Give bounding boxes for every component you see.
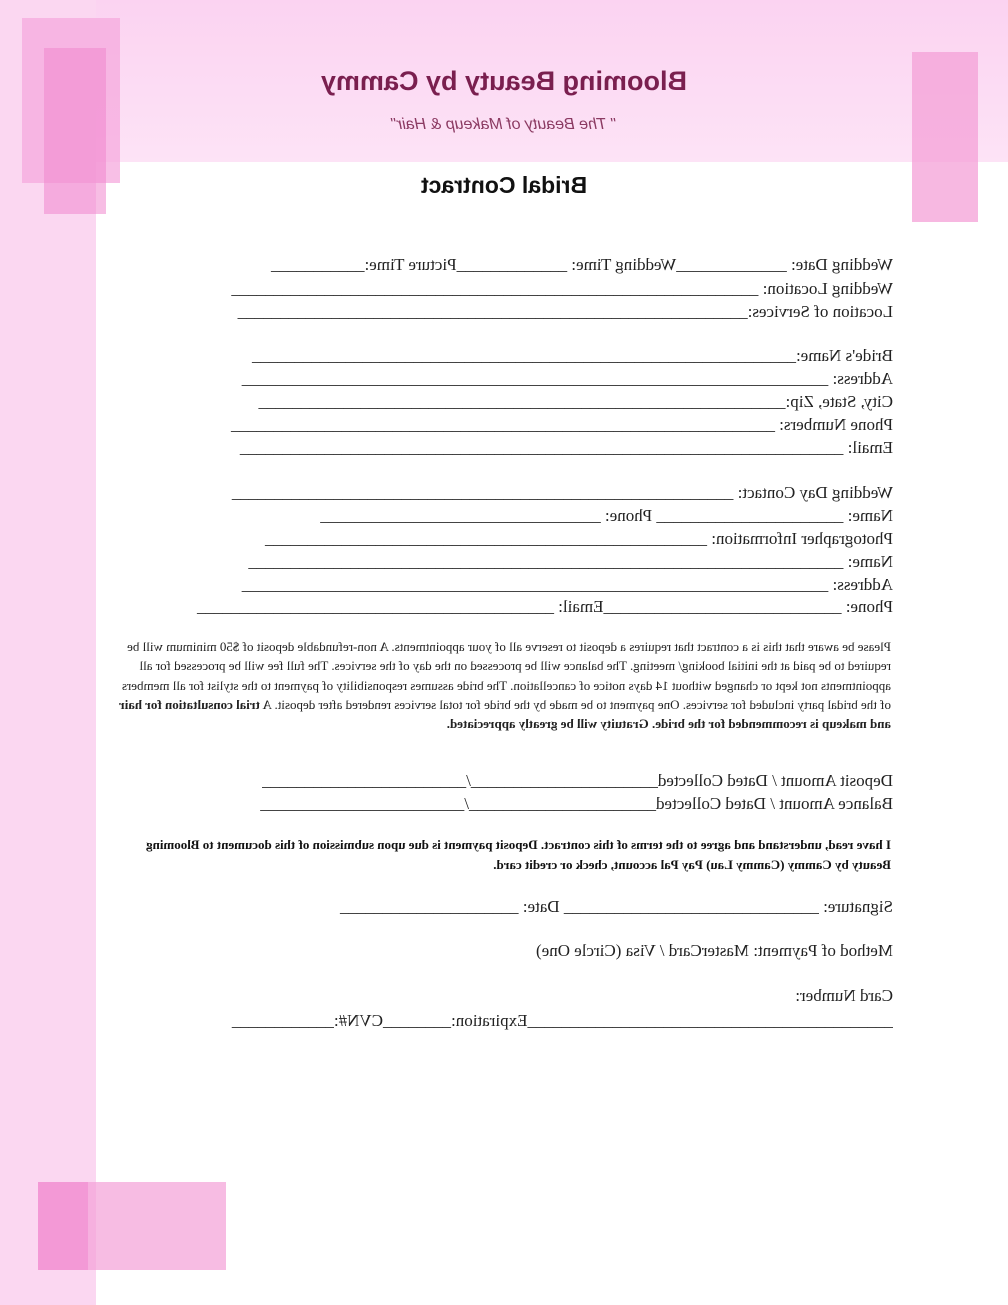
contact-name-phone-field[interactable]: Name: ______________________ Phone: _________________________________ <box>320 506 893 525</box>
day-contact-field[interactable]: Wedding Day Contact: ___________________________________________________________ <box>231 483 893 502</box>
card-number-label: Card Number: <box>795 986 893 1005</box>
bride-address-field[interactable]: Address: _____________________________________________________________________ <box>241 369 893 388</box>
services-location-field[interactable]: Location of Services:____________________________________________________________ <box>237 302 893 321</box>
bride-city-field[interactable]: City, State, Zip:______________________________________________________________ <box>258 392 893 411</box>
photographer-info-field[interactable]: Photographer Information: ____________________________________________________ <box>264 529 893 548</box>
agreement-text: I have read, understand and agree to the terms of this contract. Deposit payment is due upon submission of this document to Blooming Beauty by Cammy (Cammy Lau) Pay Pal account, check or credit card. <box>146 837 891 872</box>
document-title: Bridal Contract <box>420 172 588 198</box>
terms-paragraph <box>111 637 891 733</box>
bride-name-field[interactable]: Bride's Name:________________________________________________________________ <box>251 346 893 365</box>
balance-field[interactable]: Balance Amount / Dated Collected______________________/________________________ <box>260 794 893 813</box>
signature-date-field[interactable]: Signature: ______________________________ Date: _____________________ <box>340 897 893 916</box>
bride-email-field[interactable]: Email: _______________________________________________________________________ <box>239 438 893 457</box>
card-details-field[interactable]: ___________________________________________Expiration:________CVN#:____________ <box>231 1011 893 1030</box>
photographer-phone-email-field[interactable]: Phone: ____________________________Email: __________________________________________ <box>196 597 893 616</box>
tagline: " The Beauty of Makeup & Hair" <box>391 116 617 133</box>
deposit-field[interactable]: Deposit Amount / Dated Collected______________________/________________________ <box>262 771 893 790</box>
photographer-name-field[interactable]: Name: ______________________________________________________________________ <box>248 552 893 571</box>
decor-square <box>38 1182 88 1270</box>
photographer-address-field[interactable]: Address: _____________________________________________________________________ <box>241 575 893 594</box>
bride-phone-field[interactable]: Phone Numbers: ________________________________________________________________ <box>230 415 893 434</box>
wedding-date-time-field[interactable]: Wedding Date: _____________Wedding Time: _____________Picture Time:___________ <box>270 255 893 274</box>
terms-text: Please be aware that this is a contract that requires a deposit to reserve all of your appointments. A non-refundable deposit of $50 minimum will be required to be paid at the initial booking/ meeting. The balance will be processed on the day of the services. The full fee will be processed for all appointments not kept or changed without 14 days notice of cancellation. The bride assumes responsibility of payment to the stylist for all members of the bridal party included for services. One payment to be made by the bride for total services rendered after deposit. A <box>121 639 891 712</box>
terms-bold-note: trial consultation for hair and makeup is recommended for the bride. Gratuity will be greatly appreciated. <box>119 696 891 732</box>
business-name: Blooming Beauty by Cammy <box>320 66 688 96</box>
wedding-location-field[interactable]: Wedding Location: ______________________________________________________________ <box>231 279 893 298</box>
payment-method-line: Method of Payment: MasterCard / Visa (Circle One) <box>536 941 893 960</box>
